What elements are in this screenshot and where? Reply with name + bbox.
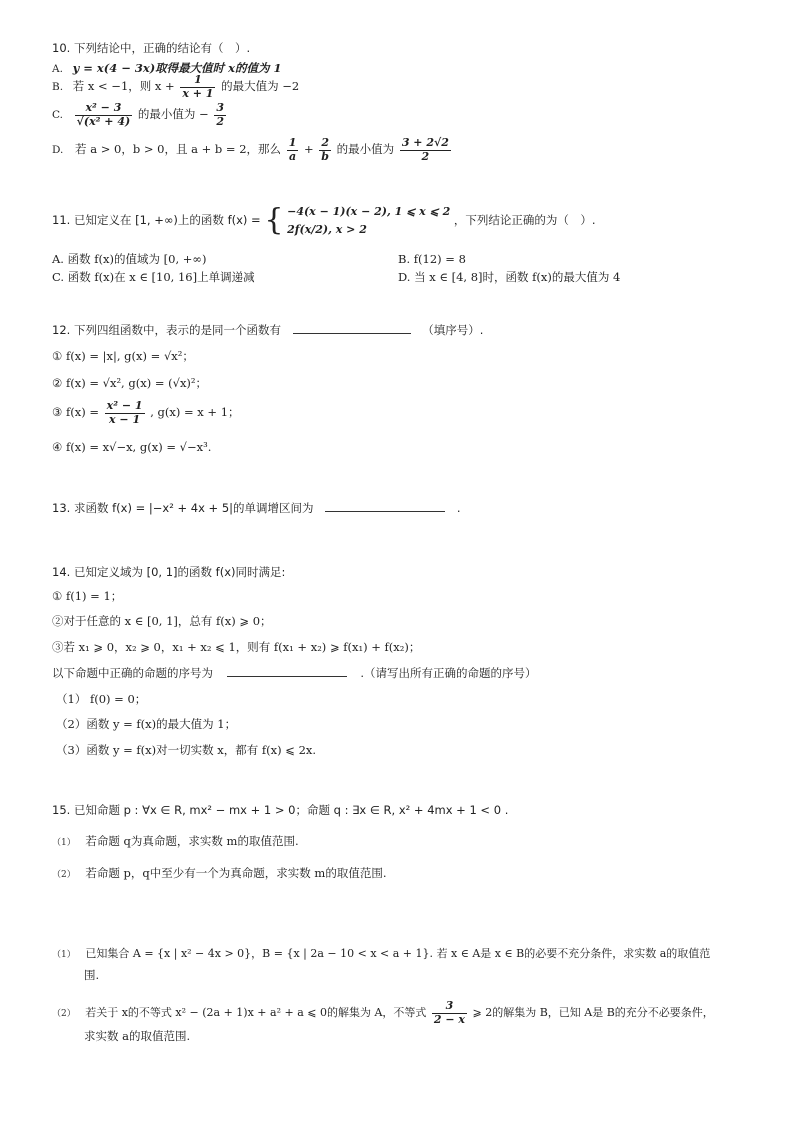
q13-stem bbox=[52, 501, 460, 515]
answer-blank[interactable] bbox=[293, 333, 411, 334]
stem-pre: 11. 已知定义在 [1, +∞)上的函数 f(x) = bbox=[52, 213, 261, 228]
q11-option-a: A. 函数 f(x)的值域为 [0, +∞) bbox=[52, 252, 207, 266]
q15-stem: 15. 已知命题 p : ∀x ∈ R, mx² − mx + 1 > 0；命题 q : ∃x ∈ R, x² + 4mx + 1 < 0 . bbox=[52, 803, 509, 817]
sub-number: （1） bbox=[52, 950, 76, 960]
case-2: 2f(x/2), x > 2 bbox=[287, 222, 367, 236]
q10-stem: 10. 下列结论中，正确的结论有（ ）. bbox=[52, 41, 251, 55]
option-text-post: 的最大值为 −2 bbox=[221, 79, 300, 94]
item-pre: ③ f(x) = bbox=[52, 405, 99, 420]
q16-sub-1 bbox=[52, 946, 710, 961]
q10-option-b bbox=[52, 74, 299, 100]
option-label: A. bbox=[52, 63, 63, 75]
plus-sign: + bbox=[304, 142, 314, 157]
q10-option-c bbox=[52, 102, 228, 128]
answer-blank[interactable] bbox=[325, 511, 445, 512]
q11-stem bbox=[52, 203, 596, 238]
option-text: y = x(4 − 3x)取得最大值时 x的值为 1 bbox=[72, 61, 282, 75]
option-text-mid: 的最小值为 bbox=[336, 142, 395, 157]
ask-pre: 以下命题中正确的命题的序号为 bbox=[52, 666, 213, 680]
ask-post: .（请写出所有正确的命题的序号） bbox=[360, 666, 537, 680]
q10-option-d bbox=[52, 137, 453, 163]
q14-condition-3: ③若 x₁ ⩾ 0，x₂ ⩾ 0，x₁ + x₂ ⩽ 1，则有 f(x₁ + x₂) ⩾ f(x₁) + f(x₂)； bbox=[52, 640, 421, 654]
item-post: , g(x) = x + 1； bbox=[150, 405, 240, 420]
fraction: $\frac{3}{2 - x}$ bbox=[433, 999, 465, 1026]
q14-stem: 14. 已知定义域为 [0, 1]的函数 f(x)同时满足: bbox=[52, 565, 286, 579]
stem-pre: 13. 求函数 f(x) = |−x² + 4x + 5|的单调增区间为 bbox=[52, 501, 314, 515]
q16-sub-2 bbox=[52, 1000, 714, 1026]
q14-proposition-2: （2）函数 y = f(x)的最大值为 1； bbox=[56, 717, 237, 731]
stem-pre: 12. 下列四组函数中，表示的是同一个函数有 bbox=[52, 323, 281, 337]
q16-sub-2-line2: 求实数 a的取值范围. bbox=[84, 1029, 191, 1043]
q15-sub-1 bbox=[52, 834, 299, 849]
q11-option-d: D. 当 x ∈ [4, 8]时，函数 f(x)的最大值为 4 bbox=[398, 270, 621, 284]
q12-stem bbox=[52, 323, 483, 337]
option-text-mid: 的最小值为 − bbox=[137, 107, 209, 122]
q14-proposition-1: （1） f(0) = 0； bbox=[56, 692, 147, 706]
option-text-pre: 若 x < −1，则 x + bbox=[72, 79, 175, 94]
q11-option-c: C. 函数 f(x)在 x ∈ [10, 16]上单调递减 bbox=[52, 270, 255, 284]
q12-item-4: ④ f(x) = x√−x, g(x) = √−x³. bbox=[52, 440, 212, 454]
sub-text-post: ⩾ 2的解集为 B，已知 A是 B的充分不必要条件， bbox=[472, 1006, 714, 1020]
stem-post: ，下列结论正确的为（ ）. bbox=[453, 213, 596, 228]
q12-item-1: ① f(x) = |x|, g(x) = √x²； bbox=[52, 349, 194, 363]
case-1: −4(x − 1)(x − 2), 1 ⩽ x ⩽ 2 bbox=[287, 205, 451, 218]
option-text-pre: 若 a > 0，b > 0，且 a + b = 2，那么 bbox=[75, 142, 282, 157]
fraction: $\frac{3 + 2√2}{2}$ bbox=[401, 136, 449, 163]
sub-number: （2） bbox=[52, 1009, 76, 1020]
piecewise-cases bbox=[287, 203, 450, 238]
fraction: $\frac{\text{x² − 3}}{\text{√(x² + 4)}}$ bbox=[76, 101, 131, 128]
fraction: $\frac{1}{x + 1}$ bbox=[182, 73, 214, 100]
option-label: D. bbox=[52, 144, 64, 157]
sub-number: （2） bbox=[52, 870, 76, 880]
q12-item-3 bbox=[52, 400, 240, 426]
sub-number: （1） bbox=[52, 838, 76, 848]
option-label: B. bbox=[52, 81, 64, 94]
answer-blank[interactable] bbox=[227, 676, 347, 677]
left-brace: { bbox=[264, 202, 284, 238]
stem-post: . bbox=[456, 501, 461, 515]
q15-sub-2 bbox=[52, 866, 386, 881]
sub-text: 若命题 q为真命题，求实数 m的取值范围. bbox=[85, 834, 299, 848]
q12-item-2: ② f(x) = √x², g(x) = (√x)²； bbox=[52, 376, 208, 390]
sub-text-line1: 已知集合 A = {x | x² − 4x > 0}，B = {x | 2a − 10 < x < a + 1}. 若 x ∈ A是 x ∈ B的必要不充分条件，求实数 a的取值范 bbox=[85, 947, 711, 960]
sub-text-pre: 若关于 x的不等式 x² − (2a + 1)x + a² + a ⩽ 0的解集为 A，不等式 bbox=[85, 1006, 427, 1020]
sub-text: 若命题 p，q中至少有一个为真命题，求实数 m的取值范围. bbox=[85, 866, 387, 880]
option-label: C. bbox=[52, 109, 63, 122]
q11-option-b: B. f(12) = 8 bbox=[398, 252, 466, 266]
stem-post: （填序号）. bbox=[422, 323, 484, 337]
q14-condition-1: ① f(1) = 1； bbox=[52, 589, 123, 603]
fraction: $\frac{\text{x² − 1}}{x - 1}$ bbox=[106, 399, 143, 426]
q14-condition-2: ②对于任意的 x ∈ [0, 1]，总有 f(x) ⩾ 0； bbox=[52, 614, 272, 628]
fraction: $\frac{2}{b}$ bbox=[321, 136, 329, 163]
fraction: $\frac{1}{a}$ bbox=[288, 136, 297, 163]
fraction: $\frac{3}{2}$ bbox=[216, 101, 224, 128]
q14-proposition-3: （3）函数 y = f(x)对一切实数 x，都有 f(x) ⩽ 2x. bbox=[56, 743, 317, 757]
q16-sub-1-line2: 围. bbox=[84, 968, 100, 982]
q14-ask bbox=[52, 666, 536, 680]
